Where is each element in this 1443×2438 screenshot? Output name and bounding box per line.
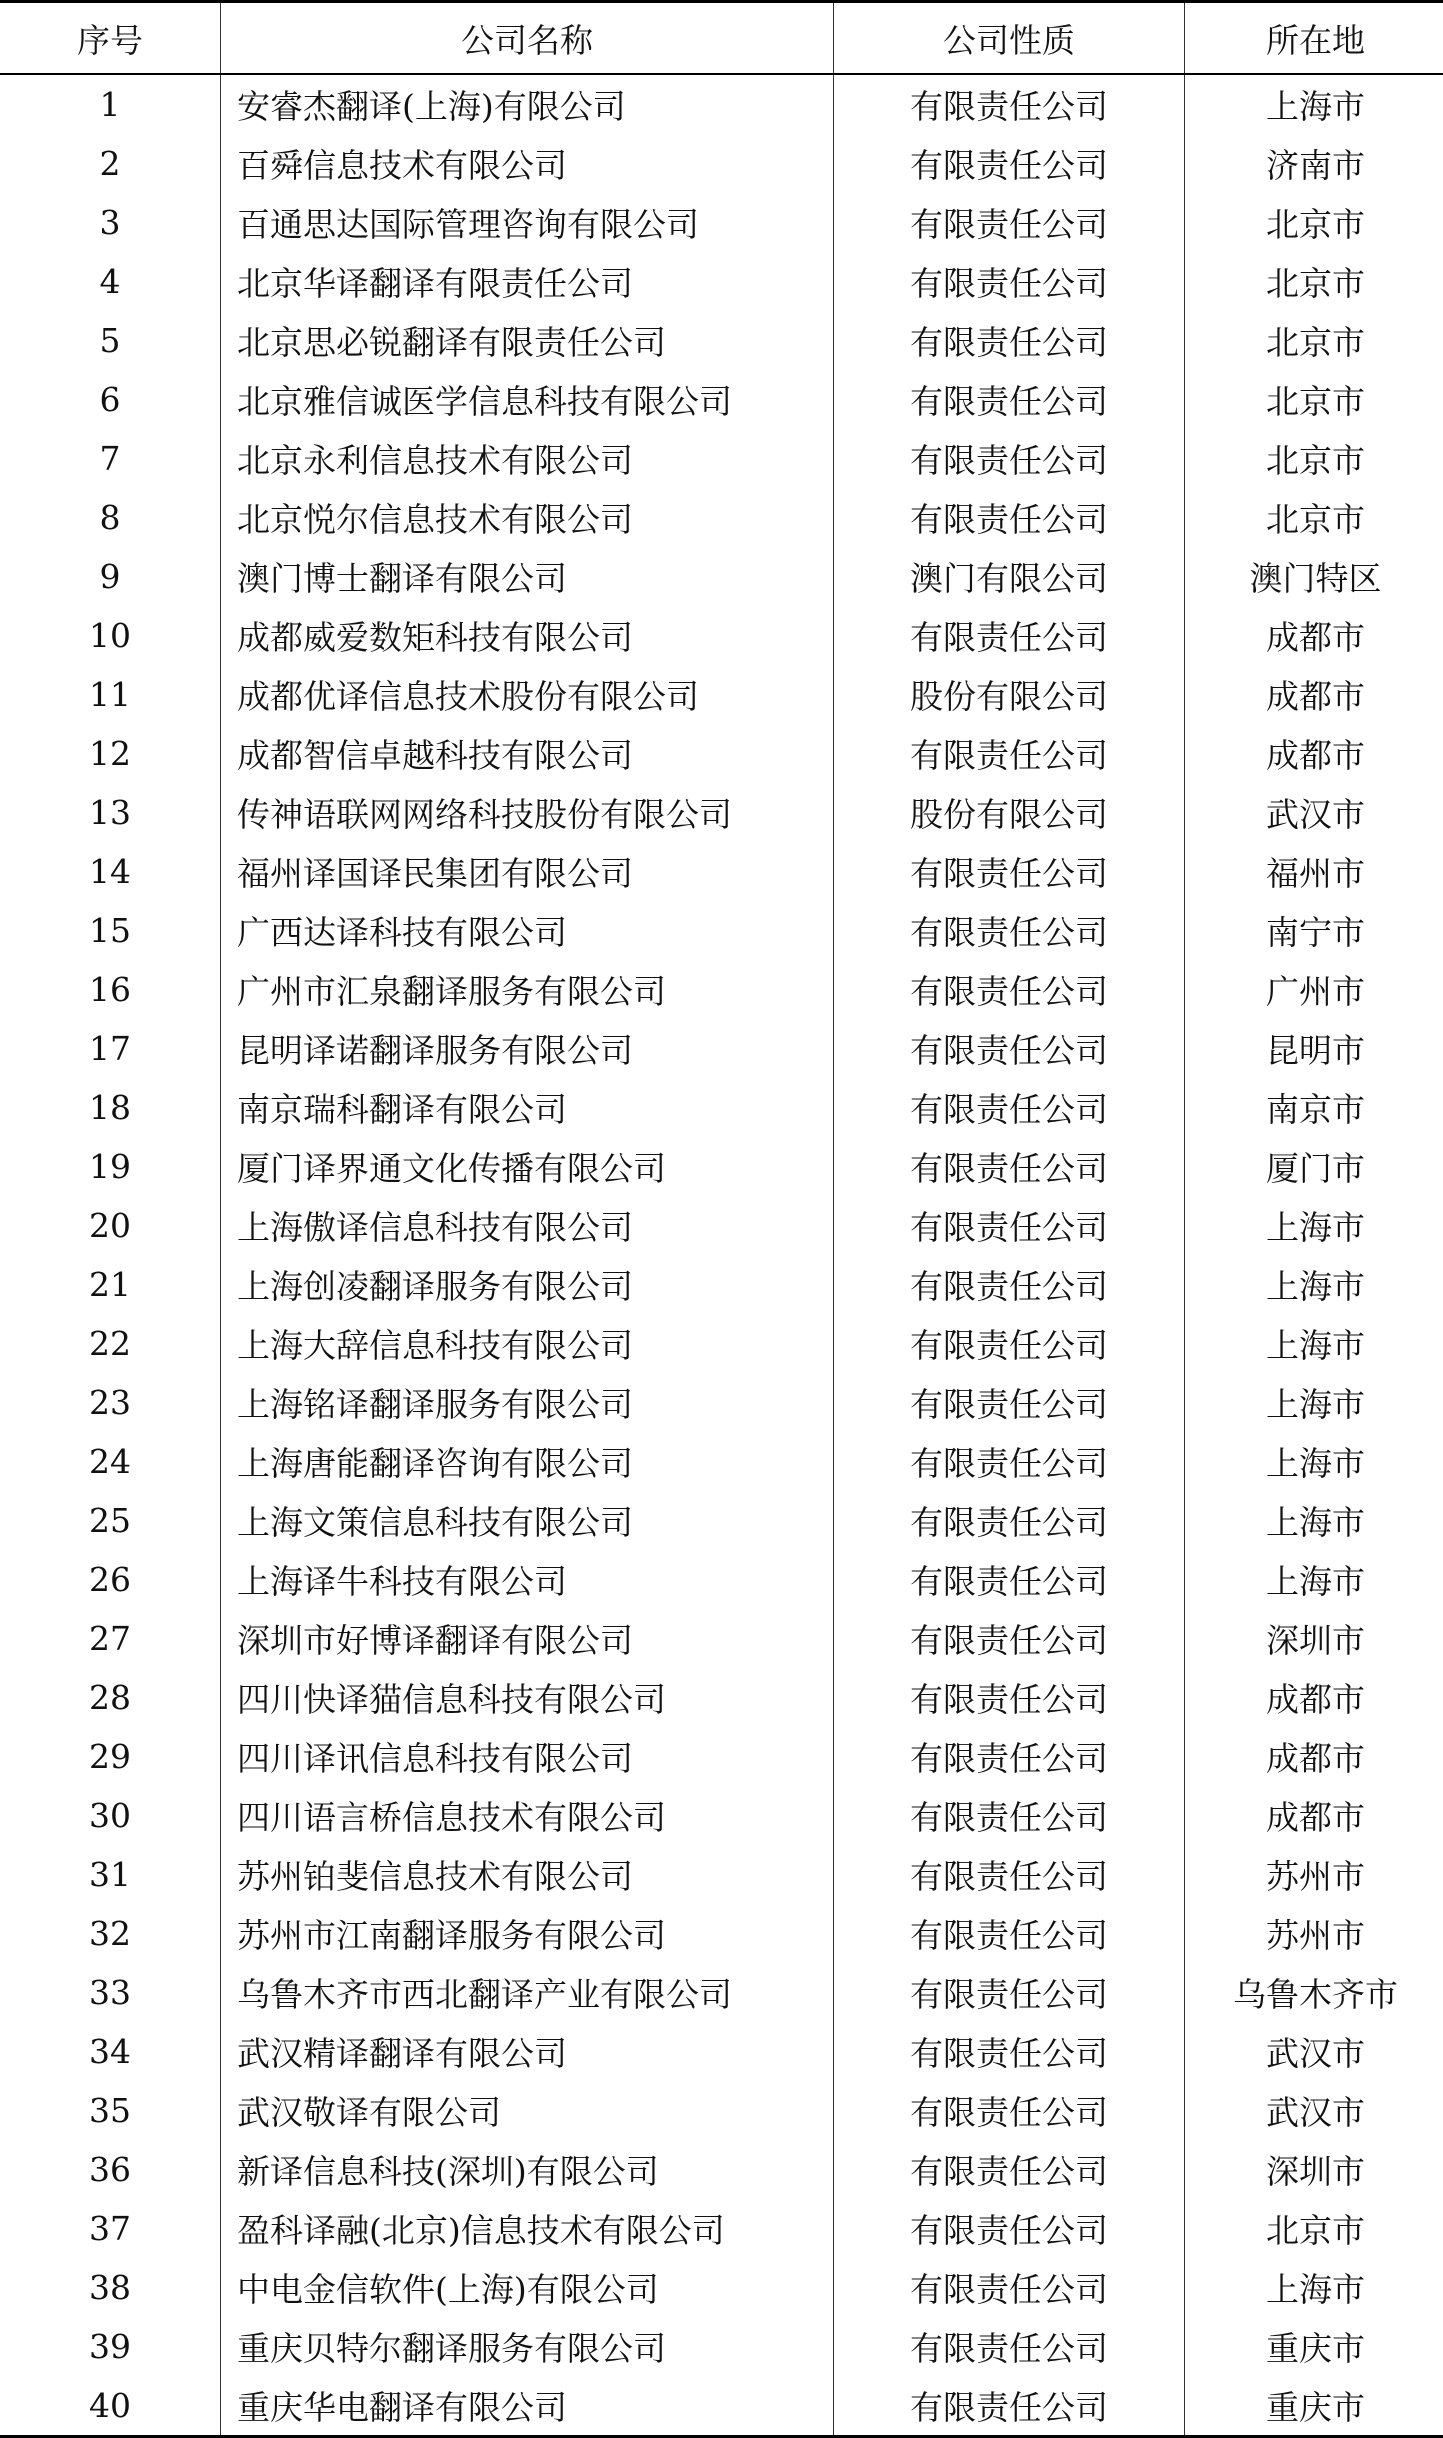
cell-location: 北京市 (1185, 429, 1443, 488)
cell-location: 南京市 (1185, 1078, 1443, 1137)
cell-company-name: 北京雅信诚医学信息科技有限公司 (221, 370, 834, 429)
cell-company-name: 安睿杰翻译(上海)有限公司 (221, 74, 834, 134)
cell-location: 上海市 (1185, 1255, 1443, 1314)
table-row (0, 960, 1443, 1019)
cell-company-type: 有限责任公司 (834, 1255, 1185, 1314)
table-row (0, 1373, 1443, 1432)
cell-company-type: 有限责任公司 (834, 1845, 1185, 1904)
cell-company-name: 上海大辞信息科技有限公司 (221, 1314, 834, 1373)
cell-company-type: 有限责任公司 (834, 842, 1185, 901)
cell-company-type: 有限责任公司 (834, 193, 1185, 252)
table-row (0, 1609, 1443, 1668)
cell-company-name: 上海文策信息科技有限公司 (221, 1491, 834, 1550)
cell-no: 31 (0, 1845, 221, 1904)
cell-location: 澳门特区 (1185, 547, 1443, 606)
cell-company-type: 有限责任公司 (834, 2317, 1185, 2376)
cell-company-type: 有限责任公司 (834, 1019, 1185, 1078)
table-row (0, 665, 1443, 724)
table-row (0, 1786, 1443, 1845)
cell-no: 3 (0, 193, 221, 252)
cell-company-name: 上海傲译信息科技有限公司 (221, 1196, 834, 1255)
cell-no: 9 (0, 547, 221, 606)
cell-no: 35 (0, 2081, 221, 2140)
table-row (0, 1550, 1443, 1609)
cell-location: 济南市 (1185, 134, 1443, 193)
cell-company-name: 传神语联网网络科技股份有限公司 (221, 783, 834, 842)
cell-company-name: 四川译讯信息科技有限公司 (221, 1727, 834, 1786)
cell-location: 上海市 (1185, 1373, 1443, 1432)
cell-location: 苏州市 (1185, 1845, 1443, 1904)
cell-company-name: 百舜信息技术有限公司 (221, 134, 834, 193)
cell-location: 上海市 (1185, 1196, 1443, 1255)
cell-company-name: 重庆华电翻译有限公司 (221, 2376, 834, 2437)
table-row (0, 1255, 1443, 1314)
cell-no: 17 (0, 1019, 221, 1078)
table-body (0, 74, 1443, 2437)
cell-no: 13 (0, 783, 221, 842)
cell-company-type: 有限责任公司 (834, 311, 1185, 370)
cell-company-name: 乌鲁木齐市西北翻译产业有限公司 (221, 1963, 834, 2022)
cell-no: 40 (0, 2376, 221, 2437)
table-row (0, 1491, 1443, 1550)
cell-location: 上海市 (1185, 1432, 1443, 1491)
cell-company-name: 武汉敬译有限公司 (221, 2081, 834, 2140)
cell-location: 厦门市 (1185, 1137, 1443, 1196)
cell-location: 乌鲁木齐市 (1185, 1963, 1443, 2022)
cell-no: 30 (0, 1786, 221, 1845)
cell-company-type: 有限责任公司 (834, 2140, 1185, 2199)
cell-company-name: 澳门博士翻译有限公司 (221, 547, 834, 606)
cell-company-type: 有限责任公司 (834, 252, 1185, 311)
cell-company-name: 上海唐能翻译咨询有限公司 (221, 1432, 834, 1491)
table-row (0, 370, 1443, 429)
cell-no: 29 (0, 1727, 221, 1786)
cell-no: 37 (0, 2199, 221, 2258)
cell-no: 11 (0, 665, 221, 724)
cell-company-type: 有限责任公司 (834, 2376, 1185, 2437)
cell-company-type: 有限责任公司 (834, 1196, 1185, 1255)
cell-location: 北京市 (1185, 193, 1443, 252)
cell-company-name: 成都智信卓越科技有限公司 (221, 724, 834, 783)
cell-location: 成都市 (1185, 606, 1443, 665)
table-row (0, 842, 1443, 901)
cell-location: 北京市 (1185, 370, 1443, 429)
cell-no: 21 (0, 1255, 221, 1314)
cell-location: 北京市 (1185, 311, 1443, 370)
cell-no: 4 (0, 252, 221, 311)
cell-company-type: 有限责任公司 (834, 2081, 1185, 2140)
cell-company-type: 澳门有限公司 (834, 547, 1185, 606)
table-row (0, 488, 1443, 547)
cell-company-name: 四川语言桥信息技术有限公司 (221, 1786, 834, 1845)
cell-company-type: 有限责任公司 (834, 724, 1185, 783)
cell-location: 重庆市 (1185, 2376, 1443, 2437)
cell-location: 成都市 (1185, 1786, 1443, 1845)
cell-location: 武汉市 (1185, 2081, 1443, 2140)
table-row (0, 1668, 1443, 1727)
cell-company-type: 有限责任公司 (834, 1786, 1185, 1845)
cell-company-name: 新译信息科技(深圳)有限公司 (221, 2140, 834, 2199)
cell-company-name: 中电金信软件(上海)有限公司 (221, 2258, 834, 2317)
cell-no: 32 (0, 1904, 221, 1963)
cell-location: 上海市 (1185, 1491, 1443, 1550)
table-header (0, 2, 1443, 75)
cell-company-type: 有限责任公司 (834, 1963, 1185, 2022)
cell-no: 20 (0, 1196, 221, 1255)
cell-location: 重庆市 (1185, 2317, 1443, 2376)
table-row (0, 901, 1443, 960)
cell-company-type: 有限责任公司 (834, 606, 1185, 665)
table-row (0, 2022, 1443, 2081)
cell-location: 成都市 (1185, 665, 1443, 724)
cell-no: 1 (0, 74, 221, 134)
cell-company-type: 有限责任公司 (834, 1550, 1185, 1609)
cell-company-name: 昆明译诺翻译服务有限公司 (221, 1019, 834, 1078)
cell-company-type: 有限责任公司 (834, 1904, 1185, 1963)
cell-company-type: 有限责任公司 (834, 74, 1185, 134)
table-row (0, 74, 1443, 134)
table-row (0, 2199, 1443, 2258)
cell-location: 深圳市 (1185, 1609, 1443, 1668)
cell-company-type: 有限责任公司 (834, 1078, 1185, 1137)
header-no: 序号 (0, 2, 221, 75)
cell-company-name: 苏州市江南翻译服务有限公司 (221, 1904, 834, 1963)
table-row (0, 1963, 1443, 2022)
table-row (0, 2376, 1443, 2437)
cell-location: 成都市 (1185, 724, 1443, 783)
cell-company-name: 成都威爱数矩科技有限公司 (221, 606, 834, 665)
cell-no: 14 (0, 842, 221, 901)
cell-location: 广州市 (1185, 960, 1443, 1019)
cell-location: 北京市 (1185, 488, 1443, 547)
cell-no: 8 (0, 488, 221, 547)
table-row (0, 1019, 1443, 1078)
cell-no: 7 (0, 429, 221, 488)
cell-no: 27 (0, 1609, 221, 1668)
cell-company-name: 北京华译翻译有限责任公司 (221, 252, 834, 311)
table-row (0, 429, 1443, 488)
cell-no: 5 (0, 311, 221, 370)
table-row (0, 1078, 1443, 1137)
cell-location: 武汉市 (1185, 2022, 1443, 2081)
cell-company-name: 南京瑞科翻译有限公司 (221, 1078, 834, 1137)
cell-company-name: 北京思必锐翻译有限责任公司 (221, 311, 834, 370)
cell-no: 15 (0, 901, 221, 960)
cell-location: 成都市 (1185, 1668, 1443, 1727)
cell-company-name: 上海译牛科技有限公司 (221, 1550, 834, 1609)
header-row (0, 2, 1443, 75)
cell-company-type: 股份有限公司 (834, 783, 1185, 842)
cell-no: 2 (0, 134, 221, 193)
cell-company-name: 福州译国译民集团有限公司 (221, 842, 834, 901)
cell-company-type: 有限责任公司 (834, 1314, 1185, 1373)
cell-company-name: 北京永利信息技术有限公司 (221, 429, 834, 488)
cell-no: 36 (0, 2140, 221, 2199)
header-location: 所在地 (1185, 2, 1443, 75)
table-row (0, 547, 1443, 606)
table-row (0, 2317, 1443, 2376)
cell-company-name: 广州市汇泉翻译服务有限公司 (221, 960, 834, 1019)
table-row (0, 1727, 1443, 1786)
table-row (0, 783, 1443, 842)
cell-no: 19 (0, 1137, 221, 1196)
cell-no: 16 (0, 960, 221, 1019)
cell-company-name: 四川快译猫信息科技有限公司 (221, 1668, 834, 1727)
cell-company-name: 武汉精译翻译有限公司 (221, 2022, 834, 2081)
cell-location: 上海市 (1185, 1550, 1443, 1609)
cell-location: 昆明市 (1185, 1019, 1443, 1078)
cell-no: 39 (0, 2317, 221, 2376)
cell-company-type: 有限责任公司 (834, 1609, 1185, 1668)
cell-no: 10 (0, 606, 221, 665)
cell-company-type: 股份有限公司 (834, 665, 1185, 724)
table-row (0, 724, 1443, 783)
cell-location: 深圳市 (1185, 2140, 1443, 2199)
table-row (0, 1137, 1443, 1196)
cell-no: 22 (0, 1314, 221, 1373)
table-row (0, 311, 1443, 370)
cell-company-type: 有限责任公司 (834, 1432, 1185, 1491)
cell-location: 上海市 (1185, 74, 1443, 134)
cell-company-type: 有限责任公司 (834, 2258, 1185, 2317)
cell-company-type: 有限责任公司 (834, 1668, 1185, 1727)
cell-location: 成都市 (1185, 1727, 1443, 1786)
cell-company-name: 北京悦尔信息技术有限公司 (221, 488, 834, 547)
cell-no: 26 (0, 1550, 221, 1609)
cell-company-type: 有限责任公司 (834, 901, 1185, 960)
cell-location: 武汉市 (1185, 783, 1443, 842)
cell-no: 25 (0, 1491, 221, 1550)
cell-company-name: 广西达译科技有限公司 (221, 901, 834, 960)
table-row (0, 1432, 1443, 1491)
cell-location: 北京市 (1185, 2199, 1443, 2258)
table-row (0, 1845, 1443, 1904)
table-row (0, 252, 1443, 311)
table-row (0, 2258, 1443, 2317)
cell-company-name: 上海铭译翻译服务有限公司 (221, 1373, 834, 1432)
cell-no: 18 (0, 1078, 221, 1137)
cell-no: 6 (0, 370, 221, 429)
cell-company-type: 有限责任公司 (834, 1491, 1185, 1550)
cell-company-type: 有限责任公司 (834, 429, 1185, 488)
header-company-name: 公司名称 (221, 2, 834, 75)
cell-no: 33 (0, 1963, 221, 2022)
cell-company-name: 重庆贝特尔翻译服务有限公司 (221, 2317, 834, 2376)
cell-company-name: 深圳市好博译翻译有限公司 (221, 1609, 834, 1668)
table-row (0, 606, 1443, 665)
cell-company-type: 有限责任公司 (834, 488, 1185, 547)
cell-location: 苏州市 (1185, 1904, 1443, 1963)
cell-no: 23 (0, 1373, 221, 1432)
cell-company-name: 盈科译融(北京)信息技术有限公司 (221, 2199, 834, 2258)
cell-location: 上海市 (1185, 2258, 1443, 2317)
header-company-type: 公司性质 (834, 2, 1185, 75)
cell-company-type: 有限责任公司 (834, 2022, 1185, 2081)
cell-location: 上海市 (1185, 1314, 1443, 1373)
cell-location: 南宁市 (1185, 901, 1443, 960)
cell-company-name: 百通思达国际管理咨询有限公司 (221, 193, 834, 252)
cell-no: 38 (0, 2258, 221, 2317)
table-row (0, 1314, 1443, 1373)
cell-company-type: 有限责任公司 (834, 1137, 1185, 1196)
table-row (0, 2140, 1443, 2199)
cell-company-type: 有限责任公司 (834, 1373, 1185, 1432)
cell-location: 福州市 (1185, 842, 1443, 901)
cell-no: 12 (0, 724, 221, 783)
table-row (0, 134, 1443, 193)
cell-company-type: 有限责任公司 (834, 960, 1185, 1019)
table-row (0, 2081, 1443, 2140)
table-row (0, 1196, 1443, 1255)
cell-no: 34 (0, 2022, 221, 2081)
cell-location: 北京市 (1185, 252, 1443, 311)
cell-company-name: 成都优译信息技术股份有限公司 (221, 665, 834, 724)
cell-company-name: 厦门译界通文化传播有限公司 (221, 1137, 834, 1196)
cell-company-name: 上海创凌翻译服务有限公司 (221, 1255, 834, 1314)
cell-no: 24 (0, 1432, 221, 1491)
cell-company-type: 有限责任公司 (834, 2199, 1185, 2258)
cell-company-type: 有限责任公司 (834, 134, 1185, 193)
cell-company-type: 有限责任公司 (834, 370, 1185, 429)
cell-company-name: 苏州铂斐信息技术有限公司 (221, 1845, 834, 1904)
cell-company-type: 有限责任公司 (834, 1727, 1185, 1786)
table-row (0, 1904, 1443, 1963)
cell-no: 28 (0, 1668, 221, 1727)
table-row (0, 193, 1443, 252)
